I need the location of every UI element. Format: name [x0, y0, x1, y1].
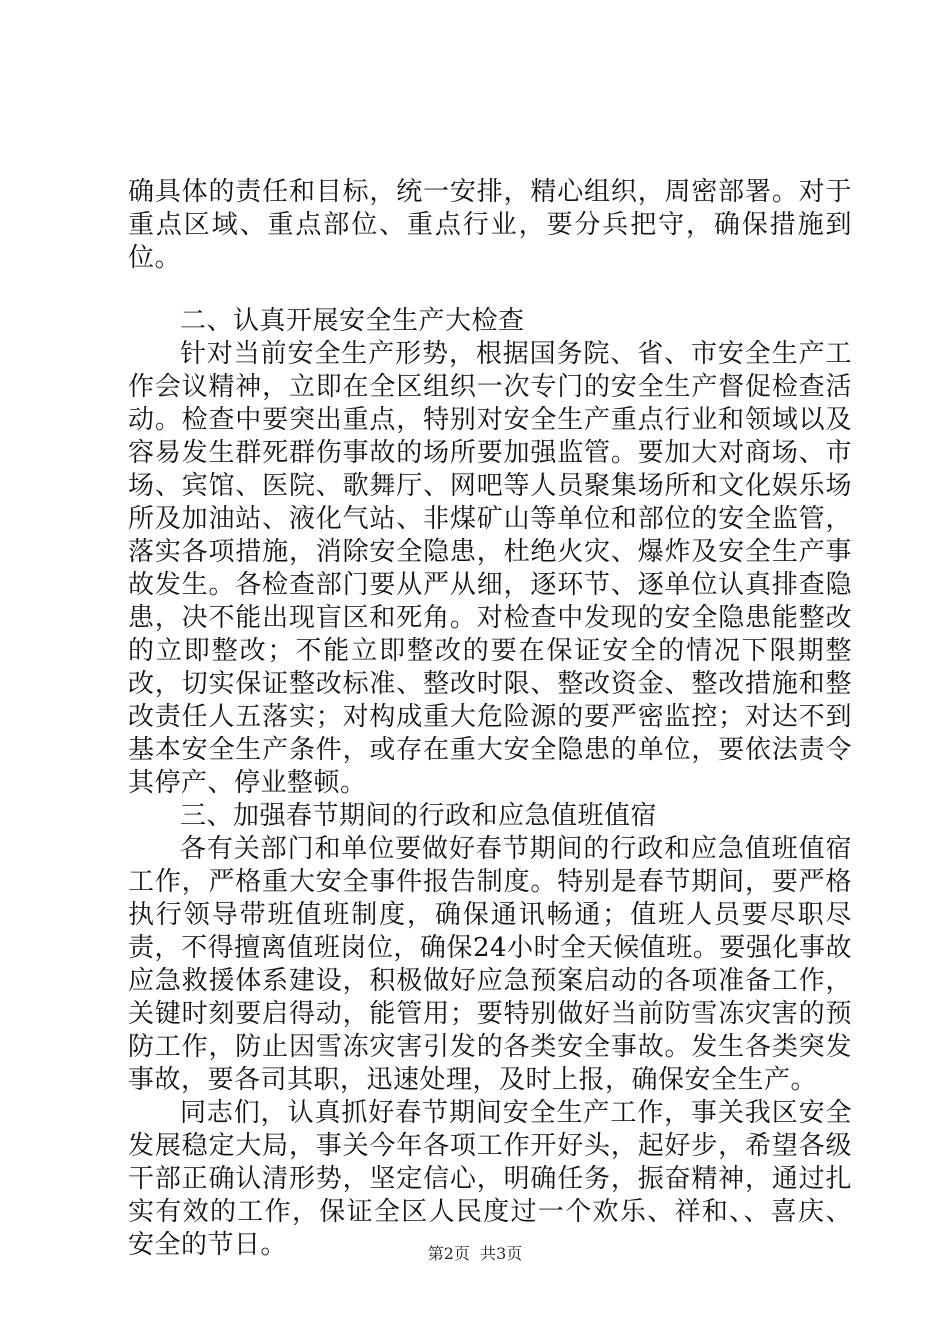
- paragraph-inspection: 针对当前安全生产形势，根据国务院、省、市安全生产工作会议精神，立即在全区组织一次专门的安全生产督促检查活动。检查中要突出重点，特别对安全生产重点行业和领域以及容易发生群死群伤事故的场所要加强监管。要加大对商场、市场、宾馆、医院、歌舞厅、网吧等人员聚集场所和文化娱乐场所及加油站、液化气站、非煤矿山等单位和部位的安全监管，落实各项措施，消除安全隐患，杜绝火灾、爆炸及安全生产事故发生。各检查部门要从严从细，逐环节、逐单位认真排查隐患，决不能出现盲区和死角。对检查中发现的安全隐患能整改的立即整改；不能立即整改的要在保证安全的情况下限期整改，切实保证整改标准、整改时限、整改资金、整改措施和整改责任人五落实；对构成重大危险源的要严密监控；对达不到基本安全生产条件，或存在重大安全隐患的单位，要依法责令其停产、停业整顿。: [128, 339, 852, 798]
- section-heading-2: 二、认真开展安全生产大检查: [180, 306, 525, 336]
- paragraph-continuation: 确具体的责任和目标，统一安排，精心组织，周密部署。对于重点区域、重点部位、重点行业，要分兵把守，确保措施到位。: [128, 177, 852, 273]
- page-number: 第2页 共3页: [427, 1244, 523, 1263]
- page-footer: [0, 1244, 950, 1264]
- paragraph-closing: 同志们，认真抓好春节期间安全生产工作，事关我区安全发展稳定大局，事关今年各项工作开好头，起好步，希望各级干部正确认清形势，坚定信心，明确任务，振奋精神，通过扎实有效的工作，保证全区人民度过一个欢乐、祥和、、喜庆、安全的节日。: [128, 1098, 852, 1260]
- section-heading-3: 三、加强春节期间的行政和应急值班值宿: [180, 801, 658, 831]
- paragraph-duty: 各有关部门和单位要做好春节期间的行政和应急值班值宿工作，严格重大安全事件报告制度。特别是春节期间，要严格执行领导带班值班制度，确保通讯畅通；值班人员要尽职尽责，不得擅离值班岗位，确保24小时全天候值班。要强化事故应急救援体系建设，积极做好应急预案启动的各项准备工作，关键时刻要启得动，能管用；要特别做好当前防雪冻灾害的预防工作，防止因雪冻灾害引发的各类安全事故。发生各类突发事故，要各司其职，迅速处理，及时上报，确保安全生产。: [128, 834, 852, 1095]
- document-body: [128, 176, 852, 1262]
